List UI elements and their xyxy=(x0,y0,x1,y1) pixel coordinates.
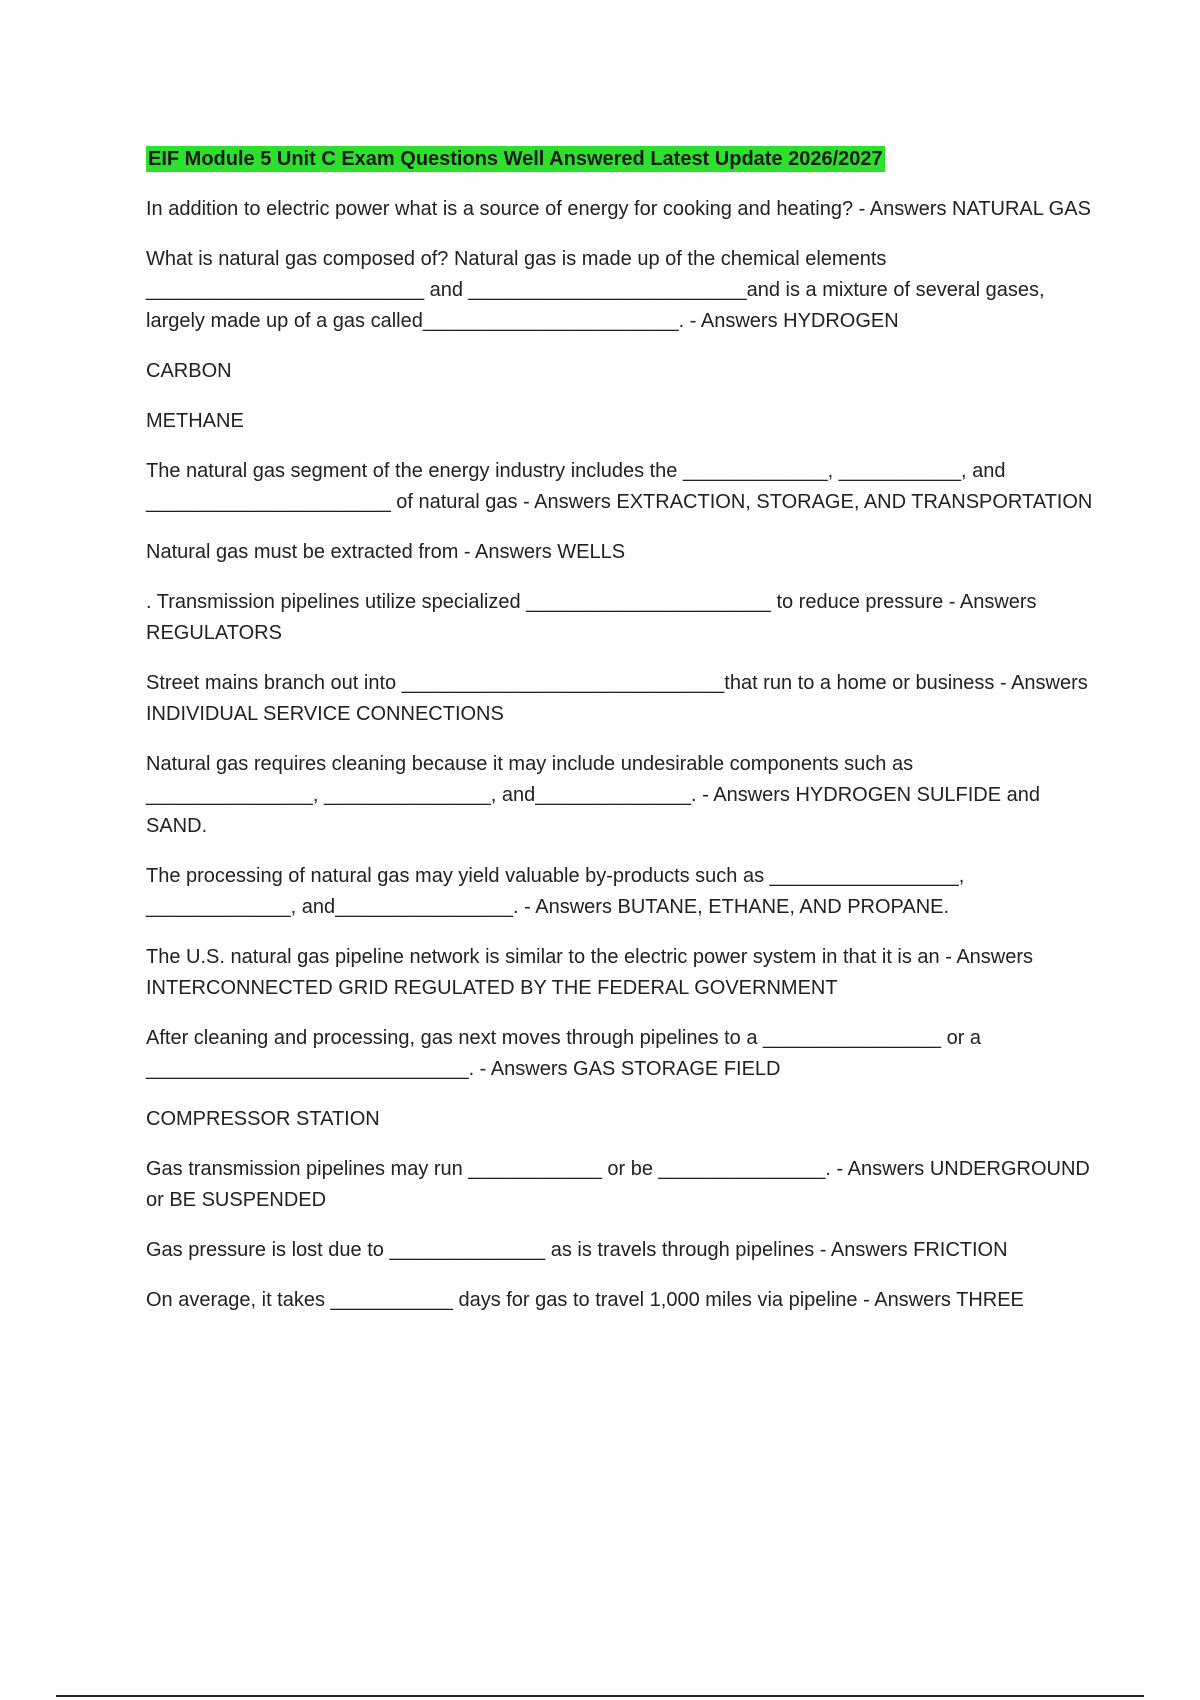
question-paragraph: After cleaning and processing, gas next moves through pipelines to a ________________ or a _____________________________. - Answers GAS STORAGE FIELD xyxy=(146,1027,982,1080)
question-paragraph: What is natural gas composed of? Natural gas is made up of the chemical elements _________________________ and _________________________and is a mixture of several gases, largely made up of a gas called_______________________. - Answers HYDROGEN xyxy=(146,248,1045,332)
document-body xyxy=(146,144,1096,1335)
title-line xyxy=(146,144,1096,176)
answer-paragraph: COMPRESSOR STATION xyxy=(146,1108,380,1130)
question-paragraph: Natural gas requires cleaning because it may include undesirable components such as _______________, _______________, and______________. - Answers HYDROGEN SULFIDE and SAND. xyxy=(146,753,1040,837)
answer-paragraph: CARBON xyxy=(146,360,232,382)
question-paragraph: Gas transmission pipelines may run ____________ or be _______________. - Answers UNDERGROUND or BE SUSPENDED xyxy=(146,1158,1096,1211)
question-paragraph: The U.S. natural gas pipeline network is similar to the electric power system in that it is an - Answers INTERCONNECTED GRID REGULATED BY THE FEDERAL GOVERNMENT xyxy=(146,946,1039,999)
question-paragraph: The natural gas segment of the energy industry includes the _____________, ___________, and ______________________ of natural gas - Answers EXTRACTION, STORAGE, AND TRANSPORTATION xyxy=(146,460,1093,513)
footer-divider xyxy=(56,1695,1144,1697)
question-paragraph: Gas pressure is lost due to ______________ as is travels through pipelines - Answers FRICTION xyxy=(146,1239,1008,1261)
question-paragraph: Street mains branch out into _____________________________that run to a home or business - Answers INDIVIDUAL SERVICE CONNECTIONS xyxy=(146,672,1094,725)
answer-paragraph: METHANE xyxy=(146,410,244,432)
question-paragraph: Natural gas must be extracted from - Answers WELLS xyxy=(146,541,626,563)
question-paragraph: . Transmission pipelines utilize specialized ______________________ to reduce pressure - Answers REGULATORS xyxy=(146,591,1043,644)
question-paragraph: In addition to electric power what is a source of energy for cooking and heating? - Answers NATURAL GAS xyxy=(146,198,1091,220)
question-paragraph: The processing of natural gas may yield valuable by-products such as _________________, _____________, and________________. - Answers BUTANE, ETHANE, AND PROPANE. xyxy=(146,865,965,918)
question-paragraph: On average, it takes ___________ days for gas to travel 1,000 miles via pipeline - Answers THREE xyxy=(146,1289,1024,1311)
document-title: EIF Module 5 Unit C Exam Questions Well Answered Latest Update 2026/2027 xyxy=(148,148,883,170)
